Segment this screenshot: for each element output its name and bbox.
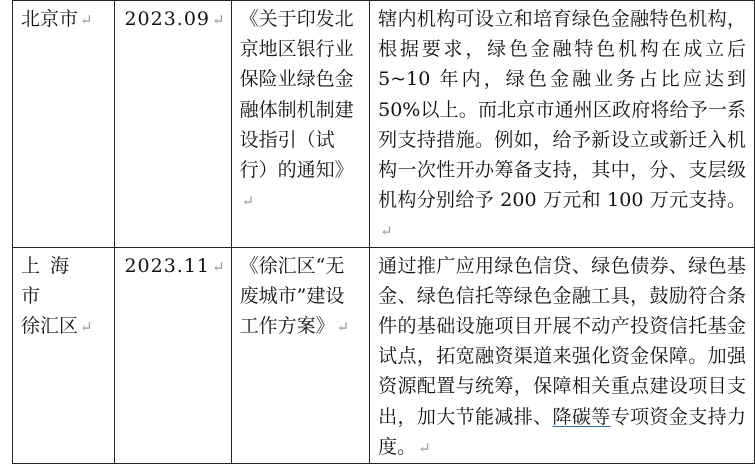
content-cell (370, 247, 755, 463)
paragraph-mark-icon: ↵ (80, 318, 93, 337)
policy-text: 《徐汇区“无废城市”建设工作方案》 (239, 254, 345, 338)
date-text: 2023.09 (124, 8, 211, 30)
underlined-text: 降碳等 (552, 405, 611, 428)
table-row (13, 247, 755, 463)
region-cell (13, 247, 115, 463)
paragraph-mark-icon: ↵ (212, 257, 225, 276)
region-line-1: 上海市 (21, 254, 80, 307)
date-text: 2023.11 (124, 254, 211, 277)
paragraph-mark-icon: ↵ (241, 192, 255, 211)
policy-text: 《关于印发北京地区银行业保险业绿色金融体制机制建设指引（试行）的通知》 (239, 8, 354, 182)
table-row (13, 1, 755, 248)
region-cell (13, 1, 115, 248)
content-text-end: 专项资金支持力度。 (378, 405, 746, 458)
date-cell (114, 1, 231, 248)
paragraph-mark-icon: ↵ (212, 11, 225, 29)
policy-table (12, 0, 755, 464)
paragraph-mark-icon: ↵ (380, 222, 393, 241)
date-cell (114, 247, 231, 463)
paragraph-mark-icon: ↵ (336, 318, 350, 337)
content-text: 辖内机构可设立和培育绿色金融特色机构，根据要求，绿色金融特色机构在成立后 5~10 年内，绿色金融业务占比应达到 50%以上。而北京市通州区政府将给予一系列支持措施。例如，给予新设立或新迁入机构一次性开办筹备支持，其中，分、支层级机构分别给予 200 万元和 100 万元支持。 (378, 8, 746, 212)
policy-cell (231, 1, 370, 248)
content-cell (370, 1, 755, 248)
policy-cell (231, 247, 370, 463)
paragraph-mark-icon: ↵ (418, 438, 431, 457)
paragraph-mark-icon: ↵ (80, 11, 93, 29)
content-text: 通过推广应用绿色信贷、绿色债券、绿色基金、绿色信托等绿色金融工具，鼓励符合条件的基础设施项目开展不动产投资信托基金试点，拓宽融资渠道来强化资金保障。加强资源配置与统筹，保障相关重点建设项目支出，加大节能减排、 (378, 254, 746, 428)
region-text: 北京市 (21, 8, 79, 30)
region-line-2: 徐汇区 (21, 315, 79, 338)
